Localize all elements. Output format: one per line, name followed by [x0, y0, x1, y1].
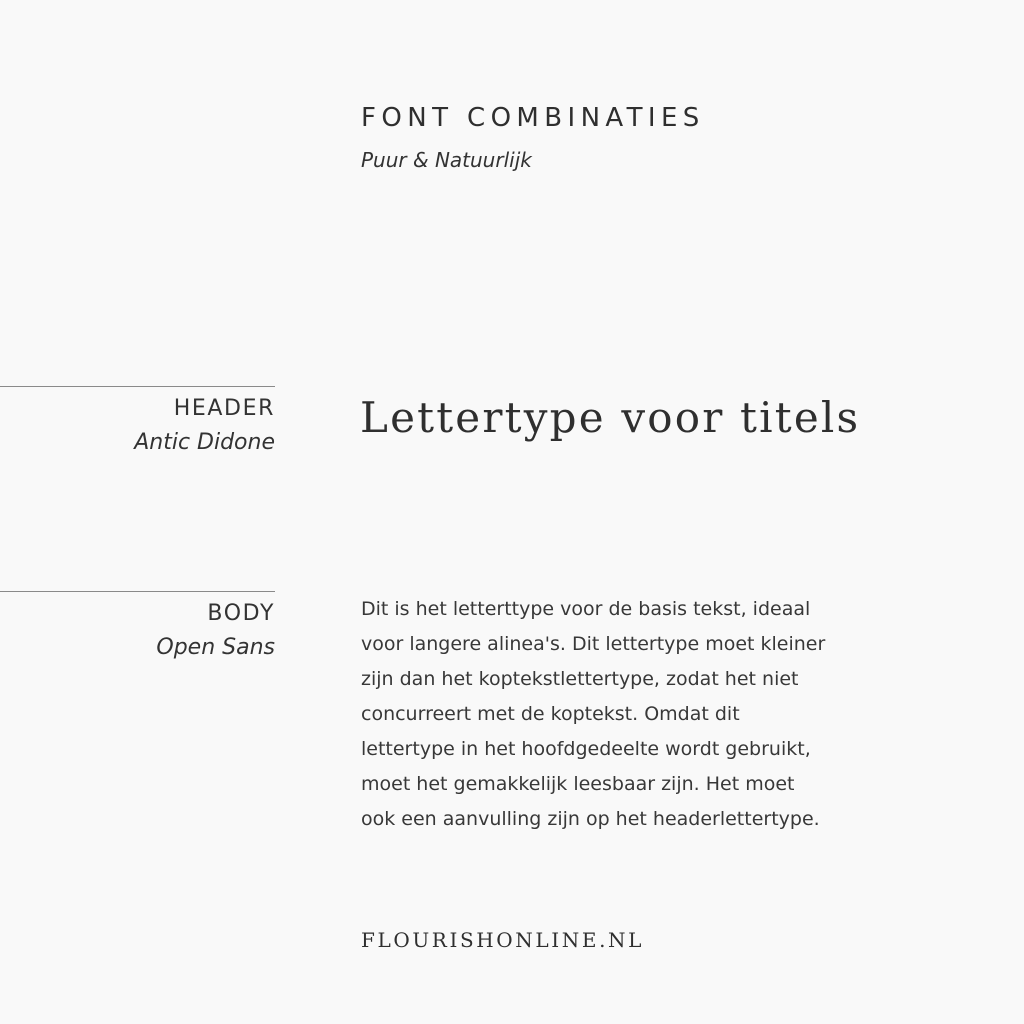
page-title: FONT COMBINATIES: [361, 103, 705, 133]
page-subtitle: Puur & Natuurlijk: [361, 148, 532, 172]
body-font-sample: [361, 592, 931, 837]
body-divider: [0, 591, 275, 592]
body-sample-line: voor langere alinea's. Dit lettertype moet kleiner: [361, 633, 826, 655]
header-font-name: Antic Didone: [134, 430, 275, 455]
header-divider: [0, 386, 275, 387]
body-sample-line: moet het gemakkelijk leesbaar zijn. Het moet: [361, 773, 795, 795]
body-sample-line: ook een aanvulling zijn op het headerlettertype.: [361, 808, 820, 830]
body-sample-line: zijn dan het koptekstlettertype, zodat het niet: [361, 668, 799, 690]
header-label: HEADER: [173, 396, 275, 421]
body-sample-line: lettertype in het hoofdgedeelte wordt gebruikt,: [361, 738, 811, 760]
header-font-sample: Lettertype voor titels: [360, 393, 861, 442]
body-sample-line: concurreert met de koptekst. Omdat dit: [361, 703, 740, 725]
body-sample-line: Dit is het letterttype voor de basis tekst, ideaal: [361, 598, 811, 620]
footer-website: FLOURISHONLINE.NL: [361, 928, 645, 952]
body-label: BODY: [207, 601, 275, 626]
body-font-name: Open Sans: [156, 635, 275, 660]
